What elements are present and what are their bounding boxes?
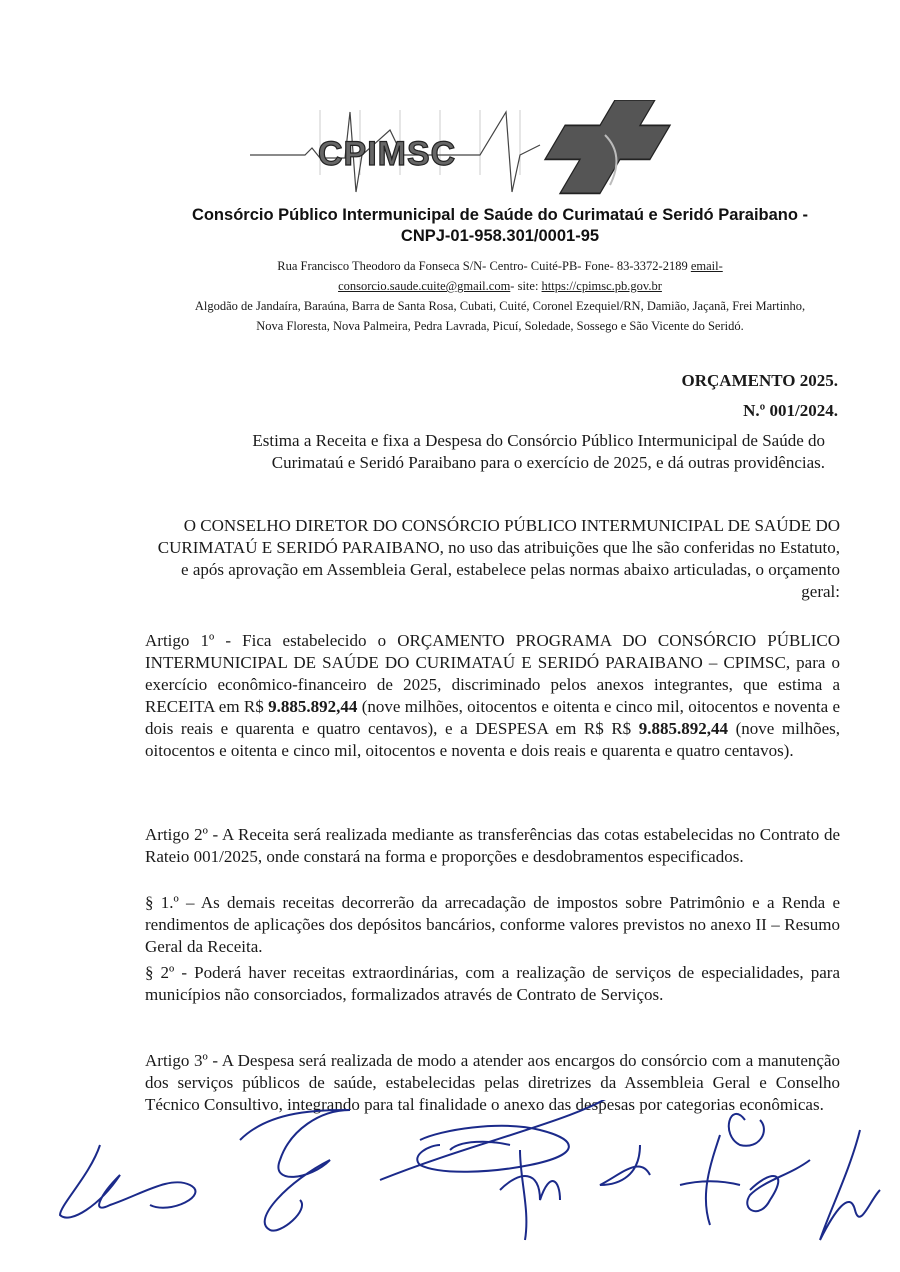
signature-2 (240, 1110, 350, 1231)
site-link[interactable]: https://cpimsc.pb.gov.br (541, 279, 662, 293)
preamble-rest: no uso das atribuições que lhe são conferidas no Estatuto, e após aprovação em Assembleia Geral, estabelece pelas normas abaixo articuladas, o orçamento geral: (181, 538, 840, 601)
signatures (0, 1100, 900, 1272)
email-link[interactable]: consorcio.saude.cuite@gmail.com (338, 279, 511, 293)
article-2: Artigo 2º - A Receita será realizada mediante as transferências das cotas estabelecidas no Contrato de Rateio 001/2025, onde constará na forma e proporções e desdobramentos especificados. (145, 825, 840, 866)
signature-3 (380, 1100, 620, 1180)
ementa: Estima a Receita e fixa a Despesa do Consórcio Público Intermunicipal de Saúde do Curimataú e Seridó Paraibano para o exercício de 2025, e dá outras providências. (252, 431, 825, 472)
signature-5 (680, 1114, 810, 1225)
address-block (100, 256, 900, 336)
document-number: N.º 001/2024. (743, 401, 838, 420)
municipalities-1: Algodão de Jandaíra, Baraúna, Barra de Santa Rosa, Cubati, Cuité, Coronel Ezequiel/RN, Damião, Jaçanã, Frei Martinho, (194, 299, 806, 313)
article-3: Artigo 3º - A Despesa será realizada de modo a atender aos encargos do consórcio com a manutenção dos serviços públicos de saúde, estabelecidas pelas diretrizes da Assembleia Geral e Conselho Técnico Consultivo, integrando para tal finalidade o anexo das despesas por categorias econômicas. (145, 1051, 840, 1114)
article-2-paragraph-1: § 1.º – As demais receitas decorrerão da arrecadação de impostos sobre Patrimônio e a Renda e rendimentos de aplicações dos depósitos bancários, conforme valores previstos no anexo II – Resumo Geral da Receita. (145, 893, 840, 956)
art1-text-b: (nove milhões, oitocentos e oitenta e cinco mil, oitocentos e noventa e dois reais e quarenta e quatro centavos), e a DESPESA em R$ R$ (145, 697, 841, 738)
title-line-1: Consórcio Público Intermunicipal de Saúde do Curimataú e Seridó Paraibano - (191, 206, 809, 224)
svg-text:CPIMSC: CPIMSC (318, 135, 457, 173)
article-2-paragraph-2: § 2º - Poderá haver receitas extraordinárias, com a realização de serviços de especialidades, para municípios não consorciados, formalizados através de Contrato de Serviços. (145, 963, 840, 1004)
email-label: email- (690, 259, 723, 273)
signature-6 (820, 1130, 880, 1240)
article-1 (145, 630, 840, 762)
consortium-title (100, 205, 900, 247)
preamble-lead: O CONSELHO DIRETOR DO CONSÓRCIO PÚBLICO INTERMUNICIPAL DE SAÚDE DO CURIMATAÚ E SERIDÓ PARAIBANO, (157, 516, 840, 557)
document-title: ORÇAMENTO 2025. (681, 371, 838, 390)
preamble (150, 515, 840, 603)
revenue-value: 9.885.892,44 (268, 697, 358, 716)
municipalities-2: Nova Floresta, Nova Palmeira, Pedra Lavrada, Picuí, Soledade, Sossego e São Vicente do Seridó. (256, 319, 744, 333)
site-label: - site: (510, 279, 539, 293)
signature-1 (60, 1145, 195, 1218)
art1-text-c: (nove milhões, oitocentos e oitenta e cinco mil, oitocentos e noventa e dois reais e quarenta e quatro centavos). (145, 719, 840, 760)
signature-4 (500, 1145, 650, 1240)
expense-value: 9.885.892,44 (638, 719, 729, 738)
art1-text-a: Artigo 1º - Fica estabelecido o ORÇAMENTO PROGRAMA DO CONSÓRCIO PÚBLICO INTERMUNICIPAL DE SAÚDE DO CURIMATAÚ E SERIDÓ PARAIBANO – CPIMSC, para o exercício econômico-financeiro de 2025, discriminado pelos anexos integrantes, que estima a RECEITA em R$ (145, 631, 840, 716)
cpimsc-logo (250, 100, 680, 200)
cnpj: CNPJ-01-958.301/0001-95 (400, 227, 600, 245)
address: Rua Francisco Theodoro da Fonseca S/N- Centro- Cuité-PB- Fone- 83-3372-2189 (277, 259, 688, 273)
